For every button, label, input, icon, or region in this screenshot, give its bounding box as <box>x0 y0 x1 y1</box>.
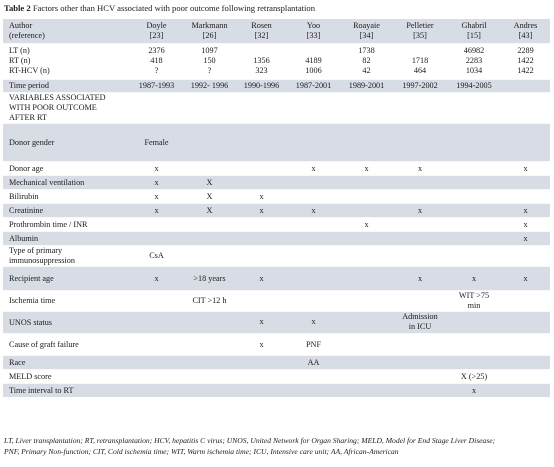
table-row <box>3 123 550 161</box>
row-label: Albumin <box>3 231 130 245</box>
table-cell <box>183 369 236 383</box>
table-cell: >18 years <box>183 266 236 290</box>
cell-line: in ICU <box>408 322 432 331</box>
cell-line: CsA <box>149 250 164 260</box>
table-cell <box>501 290 550 311</box>
header-study-cell <box>340 19 393 43</box>
table-cell <box>447 189 501 203</box>
counts-label-line: RT (n) <box>9 56 31 65</box>
table-cell <box>393 123 447 161</box>
table-cell: 1987-2001 <box>287 79 340 92</box>
table-cell <box>236 175 287 189</box>
table-cell <box>447 245 501 266</box>
study-reference: [26] <box>202 30 217 40</box>
variables-header-line: AFTER RT <box>9 112 47 122</box>
table-caption <box>4 3 315 14</box>
count-value: 1034 <box>465 66 483 75</box>
table-cell <box>501 355 550 369</box>
table-cell: X <box>183 203 236 217</box>
table-cell <box>447 217 501 231</box>
table-row <box>3 369 550 383</box>
table-cell: x <box>501 217 550 231</box>
table-header-row <box>3 19 550 43</box>
table-cell <box>340 383 393 397</box>
table-cell: x <box>447 383 501 397</box>
table-cell <box>447 311 501 333</box>
table-cell <box>287 175 340 189</box>
table-cell: x <box>393 203 447 217</box>
table-cell: 1997-2002 <box>393 79 447 92</box>
table-cell <box>236 231 287 245</box>
counts-label-line: RT-HCV (n) <box>9 66 50 75</box>
table-cell <box>130 231 183 245</box>
table-row <box>3 311 550 333</box>
table-row <box>3 217 550 231</box>
table-row <box>3 333 550 355</box>
table-cell <box>130 383 183 397</box>
study-reference: [33] <box>306 30 321 40</box>
footnote-line: PNF, Primary Non-function; CIT, Cold ischemia time; WIT, Warm ischemia time; ICU, Intensive care unit; AA, African-American <box>4 446 399 456</box>
counts-cell <box>130 43 183 79</box>
study-reference: [35] <box>413 30 427 40</box>
table-cell <box>287 369 340 383</box>
table-row <box>3 245 550 266</box>
counts-cell <box>340 43 393 79</box>
table-cell: x <box>236 203 287 217</box>
table-cell <box>393 311 447 333</box>
row-label: Prothrombin time / INR <box>3 217 130 231</box>
table-cell <box>393 189 447 203</box>
table-cell <box>501 311 550 333</box>
table-cell <box>340 266 393 290</box>
count-value: ? <box>154 66 159 75</box>
count-value <box>287 46 340 56</box>
table-footnote <box>4 436 552 457</box>
counts-cell <box>501 43 550 79</box>
cell-line: x <box>311 317 316 326</box>
table-cell <box>287 266 340 290</box>
table-cell <box>236 355 287 369</box>
header-label-line: (reference) <box>9 30 45 40</box>
counts-label-cell <box>3 43 130 79</box>
table-cell <box>287 217 340 231</box>
factors-table <box>3 19 550 397</box>
count-value: 42 <box>362 66 371 75</box>
table-cell: x <box>287 161 340 175</box>
table-cell <box>183 161 236 175</box>
header-first-cell <box>3 19 130 43</box>
table-cell: x <box>340 217 393 231</box>
row-label: Mechanical ventilation <box>3 175 130 189</box>
header-label-line: Author <box>9 20 33 30</box>
study-reference: [15] <box>467 30 481 40</box>
row-label: Ischemia time <box>3 290 130 311</box>
header-study-cell <box>447 19 501 43</box>
table-cell: 1994-2005 <box>447 79 501 92</box>
table-cell: x <box>340 161 393 175</box>
table-cell <box>340 369 393 383</box>
table-cell <box>340 189 393 203</box>
table-cell <box>447 161 501 175</box>
study-author: Ghabril <box>461 20 487 30</box>
row-label-line: immunosuppression <box>9 255 75 265</box>
row-label: Race <box>3 355 130 369</box>
table-cell <box>236 217 287 231</box>
table-cell <box>340 175 393 189</box>
table-cell <box>236 290 287 311</box>
row-label <box>3 245 130 266</box>
table-cell <box>236 383 287 397</box>
study-author: Andres <box>513 20 538 30</box>
table-cell: X (>25) <box>447 369 501 383</box>
table-cell: PNF <box>287 333 340 355</box>
table-row <box>3 231 550 245</box>
table-cell <box>287 383 340 397</box>
study-author: Markmann <box>191 20 228 30</box>
table-row <box>3 383 550 397</box>
row-label: MELD score <box>3 369 130 383</box>
table-cell <box>340 231 393 245</box>
count-value: 464 <box>413 66 427 75</box>
count-value: 1422 <box>517 56 534 65</box>
cell-line: Admission <box>402 312 438 321</box>
table-cell: x <box>501 231 550 245</box>
table-cell <box>501 333 550 355</box>
table-cell <box>501 79 550 92</box>
row-label: Time period <box>3 79 130 92</box>
table-cell <box>130 355 183 369</box>
count-value: 1422 <box>517 66 534 75</box>
table-cell <box>447 203 501 217</box>
footnote-line: LT, Liver transplantation; RT, retransplantation; HCV, hepatitis C virus; UNOS, United Network for Organ Sharing; MELD, Model for End Stage Liver Disease; <box>4 436 496 445</box>
table-cell <box>447 231 501 245</box>
counts-row <box>3 43 550 79</box>
row-label: Donor gender <box>3 123 130 161</box>
study-author: Roayaie <box>353 20 380 30</box>
table-cell <box>447 355 501 369</box>
table-cell: x <box>501 266 550 290</box>
table-cell: x <box>130 203 183 217</box>
table-row <box>3 161 550 175</box>
row-label-line: Type of primary <box>9 245 63 255</box>
table-cell: 1990-1996 <box>236 79 287 92</box>
table-cell <box>236 123 287 161</box>
table-cell <box>340 203 393 217</box>
table-cell <box>287 290 340 311</box>
table-row <box>3 189 550 203</box>
table-cell <box>183 245 236 266</box>
count-value: ? <box>207 66 212 75</box>
table-cell <box>393 92 447 123</box>
table-cell <box>287 123 340 161</box>
table-cell <box>287 92 340 123</box>
count-value: 2289 <box>517 46 534 55</box>
table-row <box>3 203 550 217</box>
table-cell <box>393 231 447 245</box>
table-cell <box>501 245 550 266</box>
table-cell <box>236 161 287 175</box>
counts-cell <box>287 43 340 79</box>
count-value: 46982 <box>463 46 485 55</box>
table-cell <box>501 123 550 161</box>
count-value: 1097 <box>201 46 218 55</box>
count-value <box>236 46 287 56</box>
table-cell: x <box>393 266 447 290</box>
table-cell <box>501 369 550 383</box>
cell-line: x <box>259 317 264 326</box>
header-study-cell <box>130 19 183 43</box>
table-cell <box>447 333 501 355</box>
table-cell <box>130 245 183 266</box>
table-cell <box>236 245 287 266</box>
table-cell: 1987-1993 <box>130 79 183 92</box>
count-value: 2283 <box>465 56 483 65</box>
table-cell <box>393 333 447 355</box>
count-value: 1006 <box>305 66 322 75</box>
count-value: 1738 <box>358 46 375 55</box>
count-value: 2376 <box>148 46 165 55</box>
table-cell <box>340 290 393 311</box>
table-cell <box>501 189 550 203</box>
count-value: 4189 <box>305 56 322 65</box>
table-cell <box>501 383 550 397</box>
table-body <box>3 19 550 397</box>
table-cell <box>447 290 501 311</box>
variables-header-line: VARIABLES ASSOCIATED <box>9 92 106 102</box>
table-cell: x <box>447 266 501 290</box>
row-label: UNOS status <box>3 311 130 333</box>
table-cell <box>447 123 501 161</box>
table-row <box>3 355 550 369</box>
study-reference: [23] <box>149 30 164 40</box>
table-cell <box>287 189 340 203</box>
study-reference: [34] <box>359 30 374 40</box>
counts-cell <box>183 43 236 79</box>
table-cell: x <box>236 266 287 290</box>
row-label: Donor age <box>3 161 130 175</box>
table-cell: Female <box>130 123 183 161</box>
row-label: Cause of graft failure <box>3 333 130 355</box>
cell-line: min <box>467 300 481 310</box>
table-cell <box>340 245 393 266</box>
header-study-cell <box>287 19 340 43</box>
study-reference: [32] <box>254 30 269 40</box>
table-cell <box>393 217 447 231</box>
table-cell <box>501 92 550 123</box>
table-cell <box>287 311 340 333</box>
table-cell <box>287 231 340 245</box>
table-label: Table 2 <box>4 3 31 13</box>
study-author: Rosen <box>251 20 272 30</box>
table-cell: x <box>130 266 183 290</box>
table-cell <box>340 123 393 161</box>
count-value: 323 <box>255 66 268 75</box>
table-cell <box>130 311 183 333</box>
table-cell <box>393 290 447 311</box>
table-cell <box>236 92 287 123</box>
study-reference: [43] <box>518 30 533 40</box>
count-value: 150 <box>203 56 216 65</box>
table-cell <box>340 333 393 355</box>
table-cell: x <box>501 203 550 217</box>
table-cell <box>501 175 550 189</box>
table-cell <box>183 123 236 161</box>
header-study-cell <box>183 19 236 43</box>
table-row <box>3 175 550 189</box>
row-label: Time interval to RT <box>3 383 130 397</box>
table-cell <box>130 290 183 311</box>
counts-label-line: LT (n) <box>9 46 30 55</box>
row-label: Bilirubin <box>3 189 130 203</box>
table-cell <box>236 369 287 383</box>
header-study-cell <box>501 19 550 43</box>
counts-cell <box>236 43 287 79</box>
table-cell <box>130 369 183 383</box>
table-cell <box>183 217 236 231</box>
study-author: Pelletier <box>406 20 434 30</box>
cell-line: CIT >12 h <box>192 295 227 305</box>
variables-header-row <box>3 92 550 123</box>
table-cell: X <box>183 189 236 203</box>
table-cell: X <box>183 175 236 189</box>
header-study-cell <box>393 19 447 43</box>
study-author: Yoo <box>306 20 321 30</box>
table-cell: x <box>393 161 447 175</box>
table-cell <box>287 245 340 266</box>
table-cell <box>393 369 447 383</box>
counts-cell <box>393 43 447 79</box>
table-cell <box>393 245 447 266</box>
count-value <box>393 46 447 56</box>
table-cell <box>340 92 393 123</box>
variables-header-cell <box>3 92 130 123</box>
table-row <box>3 266 550 290</box>
count-value: 1356 <box>253 56 270 65</box>
table-cell <box>393 175 447 189</box>
table-cell: x <box>130 189 183 203</box>
table-cell <box>183 231 236 245</box>
table-cell <box>183 383 236 397</box>
table-cell: x <box>236 189 287 203</box>
table-cell <box>393 355 447 369</box>
table-cell: 1992- 1996 <box>183 79 236 92</box>
count-value: 82 <box>362 56 371 65</box>
table-cell <box>340 311 393 333</box>
table-cell <box>183 92 236 123</box>
table-cell: 1989-2001 <box>340 79 393 92</box>
table-cell <box>236 311 287 333</box>
table-cell <box>183 333 236 355</box>
table-cell <box>183 290 236 311</box>
study-author: Doyle <box>146 20 167 30</box>
table-cell <box>183 355 236 369</box>
table-cell <box>130 217 183 231</box>
table-cell: x <box>130 161 183 175</box>
count-value: 1718 <box>411 56 429 65</box>
table-caption-text: Factors other than HCV associated with poor outcome following retransplantation <box>30 3 315 13</box>
table-cell: x <box>130 175 183 189</box>
row-label: Creatinine <box>3 203 130 217</box>
count-value: 418 <box>150 56 163 65</box>
table-cell <box>130 92 183 123</box>
table-cell: x <box>287 203 340 217</box>
table-cell <box>447 92 501 123</box>
counts-cell <box>447 43 501 79</box>
table-cell <box>183 311 236 333</box>
table-cell <box>447 175 501 189</box>
header-study-cell <box>236 19 287 43</box>
time-period-row <box>3 79 550 92</box>
table-row <box>3 290 550 311</box>
table-cell: AA <box>287 355 340 369</box>
table-cell: x <box>236 333 287 355</box>
row-label: Recipient age <box>3 266 130 290</box>
table-cell <box>393 383 447 397</box>
table-cell <box>340 355 393 369</box>
variables-header-line: WITH POOR OUTCOME <box>9 102 97 112</box>
table-cell <box>130 333 183 355</box>
cell-line: WIT >75 <box>458 290 490 300</box>
table-cell: x <box>501 161 550 175</box>
